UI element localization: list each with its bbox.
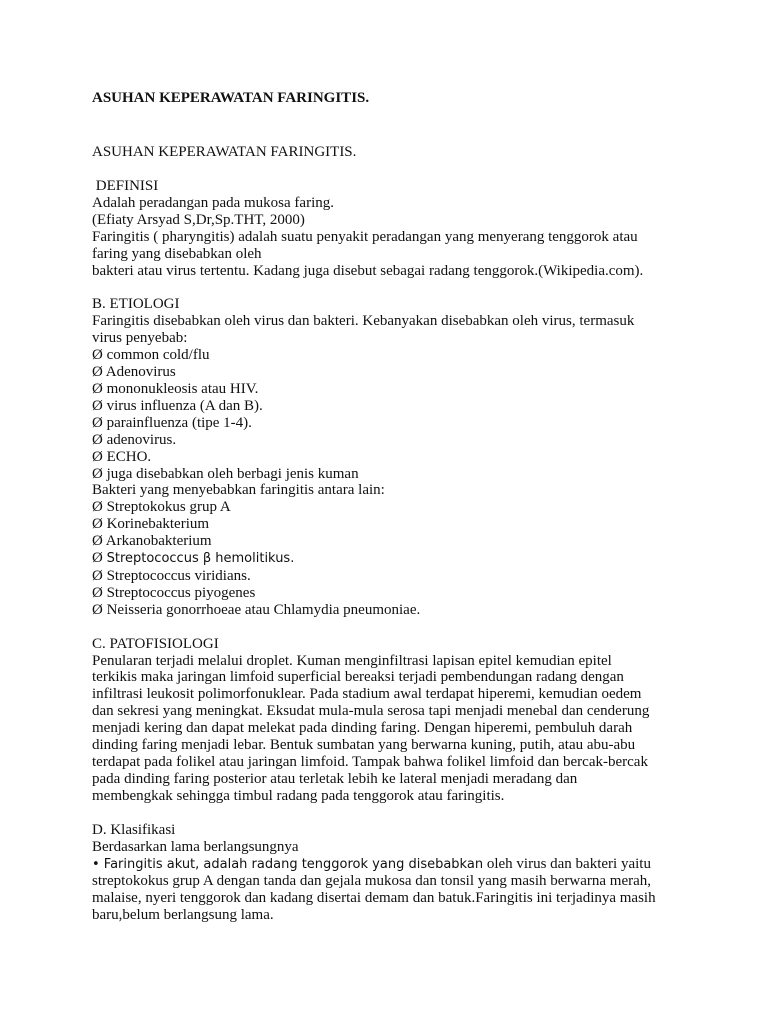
paragraph-line: malaise, nyeri tenggorok dan kadang disertai demam dan batuk.Faringitis ini terjadinya masih xyxy=(92,890,656,907)
list-item: Ø common cold/flu xyxy=(92,347,210,364)
list-item: Ø Korinebakterium xyxy=(92,516,210,533)
paragraph-line: Penularan terjadi melalui droplet. Kuman menginfiltrasi lapisan epitel kemudian epitel xyxy=(92,652,612,669)
paragraph-line: (Efiaty Arsyad S,Dr,Sp.THT, 2000) xyxy=(92,211,305,228)
paragraph-line: Faringitis ( pharyngitis) adalah suatu penyakit peradangan yang menyerang tenggorok atau xyxy=(92,228,638,245)
paragraph-line: menjadi kering dan dapat melekat pada dinding faring. Dengan hiperemi, pembuluh darah xyxy=(92,720,633,737)
list-item: Ø juga disebabkan oleh berbagi jenis kuman xyxy=(92,465,359,482)
list-item-marker: Ø xyxy=(92,550,107,567)
document-title: ASUHAN KEPERAWATAN FARINGITIS. xyxy=(92,90,370,106)
section-heading-patofisiologi: C. PATOFISIOLOGI xyxy=(92,635,219,652)
list-item: Ø Adenovirus xyxy=(92,364,176,381)
list-item: Ø ECHO. xyxy=(92,448,152,465)
section-etiologi xyxy=(92,296,692,618)
list-item: Ø Neisseria gonorrhoeae atau Chlamydia pneumoniae. xyxy=(92,601,421,618)
section-heading-etiologi: B. ETIOLOGI xyxy=(92,296,180,313)
paragraph-line: faring yang disebabkan oleh xyxy=(92,245,262,262)
section-heading-definisi: DEFINISI xyxy=(92,178,159,194)
list-item: Ø mononukleosis atau HIV. xyxy=(92,380,259,397)
document-content xyxy=(92,88,692,924)
paragraph-line: pada dinding faring posterior atau terletak lebih ke lateral menjadi meradang dan xyxy=(92,770,578,787)
paragraph-line: membengkak sehingga timbul radang pada tenggorok atau faringitis. xyxy=(92,787,505,804)
list-item: Ø parainfluenza (tipe 1-4). xyxy=(92,414,252,431)
paragraph-line: bakteri atau virus tertentu. Kadang juga disebut sebagai radang tenggorok.(Wikipedia.com). xyxy=(92,262,644,279)
paragraph-line: dan sekresi yang meningkat. Eksudat mula-mula serosa tapi menjadi menebal dan cenderung xyxy=(92,703,650,720)
list-item xyxy=(92,856,692,874)
document-subtitle: ASUHAN KEPERAWATAN FARINGITIS. xyxy=(92,144,357,160)
list-item: Ø Streptokokus grup A xyxy=(92,499,231,516)
list-item xyxy=(92,550,692,568)
list-item: Ø Arkanobakterium xyxy=(92,533,212,550)
list-item: Ø adenovirus. xyxy=(92,431,177,448)
list-item: Ø Streptococcus viridians. xyxy=(92,567,251,584)
paragraph-line: Adalah peradangan pada mukosa faring. xyxy=(92,194,334,211)
paragraph-line: dinding faring menjadi lebar. Bentuk sumbatan yang berwarna kuning, putih, atau abu-abu xyxy=(92,737,636,754)
list-item: Ø Streptococcus piyogenes xyxy=(92,584,256,601)
paragraph-line: terkikis maka jaringan limfoid superficial bereaksi terjadi pembendungan radang dengan xyxy=(92,669,624,686)
section-patofisiologi xyxy=(92,636,692,805)
section-definisi xyxy=(92,178,692,279)
paragraph-line: terdapat pada folikel atau jaringan limfoid. Tampak bahwa folikel limfoid dan bercak-bercak xyxy=(92,754,648,770)
section-klasifikasi xyxy=(92,822,692,924)
list-item-continuation: oleh virus dan bakteri yaitu xyxy=(483,855,651,872)
paragraph-line: streptokokus grup A dengan tanda dan gejala mukosa dan tonsil yang masih berwarna merah, xyxy=(92,873,652,890)
list-item-text: • Faringitis akut, adalah radang tenggorok yang disebabkan xyxy=(92,856,484,872)
paragraph-line: baru,belum berlangsung lama. xyxy=(92,907,274,924)
list-item-text: Streptococcus β hemolitikus. xyxy=(106,551,295,567)
paragraph-line: Faringitis disebabkan oleh virus dan bakteri. Kebanyakan disebabkan oleh virus, termasuk xyxy=(92,313,635,330)
paragraph-line: Berdasarkan lama berlangsungnya xyxy=(92,838,299,855)
paragraph-line: Bakteri yang menyebabkan faringitis antara lain: xyxy=(92,482,385,499)
paragraph-line: virus penyebab: xyxy=(92,330,188,347)
paragraph-line: infiltrasi leukosit polimorfonuklear. Pada stadium awal terdapat hiperemi, kemudian oedem xyxy=(92,686,642,703)
section-heading-klasifikasi: D. Klasifikasi xyxy=(92,821,176,838)
list-item: Ø virus influenza (A dan B). xyxy=(92,397,263,414)
